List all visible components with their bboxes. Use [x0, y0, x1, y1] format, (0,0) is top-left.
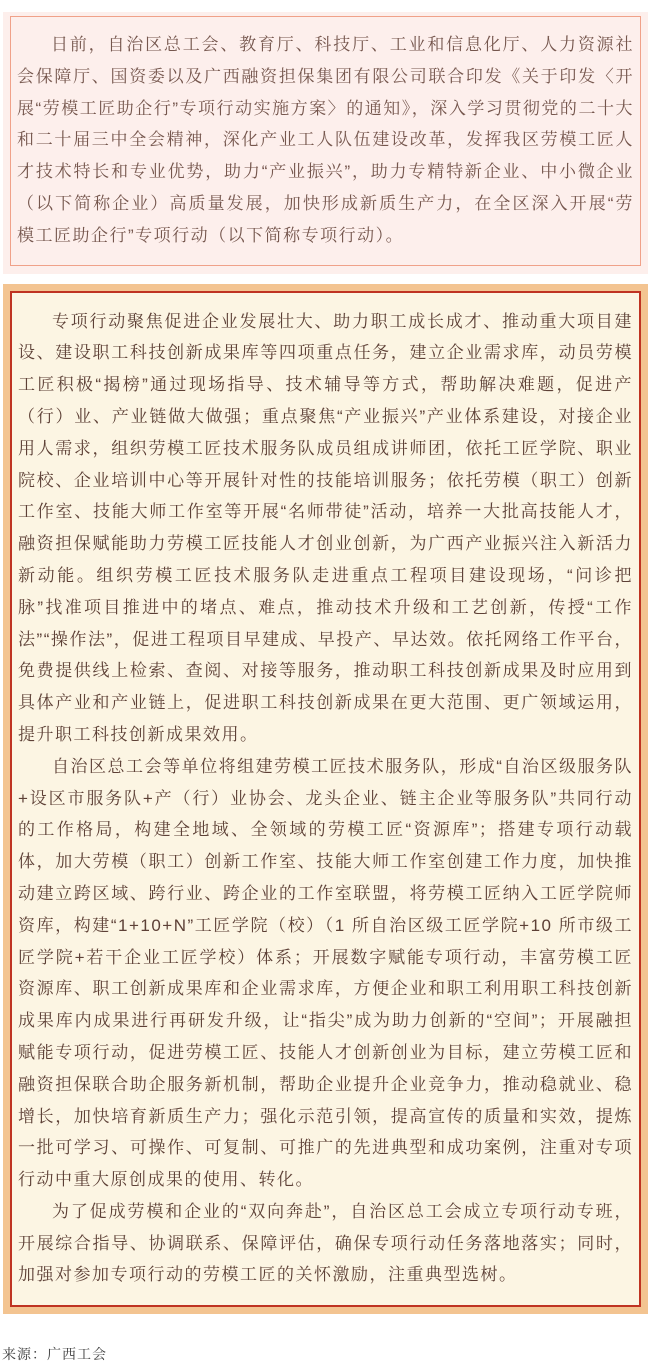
detail-paragraph-support: 为了促成劳模和企业的“双向奔赴”，自治区总工会成立专项行动专班，开展综合指导、协调联系、保障评估，确保专项行动任务落地落实；同时，加强对参加专项行动的劳模工匠的关怀激励，注重典型选树。 [18, 1201, 633, 1285]
detail-paragraph-tasks: 专项行动聚焦促进企业发展壮大、助力职工成长成才、推动重大项目建设、建设职工科技创新成果库等四项重点任务，建立企业需求库，动员劳模工匠积极“揭榜”通过现场指导、技术辅导等方式，帮助解决难题，促进产（行）业、产业链做大做强；重点聚焦“产业振兴”产业体系建设，对接企业用人需求，组织劳模工匠技术服务队成员组成讲师团，依托工匠学院、职业院校、企业培训中心等开展针对性的技能培训服务；依托劳模（职工）创新工作室、技能大师工作室等开展“名师带徒”活动，培养一大批高技能人才，融资担保赋能助力劳模工匠技能人才创业创新，为广西产业振兴注入新活力新动能。组织劳模工匠技术服务队走进重点工程项目建设现场，“问诊把脉”找准项目推进中的堵点、难点，推动技术升级和工艺创新，传授“工作法”“操作法”，促进工程项目早建成、早投产、早达效。依托网络工作平台，免费提供线上检索、查阅、对接等服务，推动职工科技创新成果及时应用到具体产业和产业链上，促进职工科技创新成果在更大范围、更广领域运用，提升职工科技创新成果效用。 [18, 311, 633, 744]
detail-paragraph-service-teams: 自治区总工会等单位将组建劳模工匠技术服务队，形成“自治区级服务队+设区市服务队+产（行）业协会、龙头企业、链主企业等服务队”共同行动的工作格局，构建全地域、全领域的劳模工匠“资源库”；搭建专项行动载体，加大劳模（职工）创新工作室、技能大师工作室创建工作力度，加快推动建立跨区域、跨行业、跨企业的工作室联盟，将劳模工匠纳入工匠学院师资库，构建“1+10+N”工匠学院（校）（1 所自治区级工匠学院+10 所市级工匠学院+若干企业工匠学校）体系；开展数字赋能专项行动，丰富劳模工匠资源库、职工创新成果库和企业需求库，方便企业和职工利用职工科技创新成果库内成果进行再研发升级，让“指尖”成为助力创新的“空间”；开展融担赋能专项行动，促进劳模工匠、技能人才创新创业为目标，建立劳模工匠和融资担保联合助企服务新机制，帮助企业提升企业竞争力，推动稳就业、稳增长，加快培育新质生产力；强化示范引领，提高宣传的质量和实效，提炼一批可学习、可操作、可复制、可推广的先进典型和成功案例，注重对专项行动中重大原创成果的使用、转化。 [18, 756, 633, 1190]
article-page [0, 12, 651, 1363]
detail-bordered-box [3, 284, 648, 1315]
intro-paragraph: 日前，自治区总工会、教育厅、科技厅、工业和信息化厅、人力资源社会保障厅、国资委以及广西融资担保集团有限公司联合印发《关于印发〈开展“劳模工匠助企行”专项行动实施方案〉的通知》，深入学习贯彻党的二十大和二十届三中全会精神，深化产业工人队伍建设改革，发挥我区劳模工匠人才技术特长和专业优势，助力“产业振兴”，助力专精特新企业、中小微企业（以下简称企业）高质量发展，加快形成新质生产力，在全区深入开展“劳模工匠助企行”专项行动（以下简称专项行动）。 [17, 35, 634, 245]
intro-box-border [10, 16, 641, 266]
detail-box-border [10, 291, 641, 1308]
source-attribution: 来源：广西工会 [2, 1346, 107, 1363]
intro-highlight-box [3, 12, 648, 274]
